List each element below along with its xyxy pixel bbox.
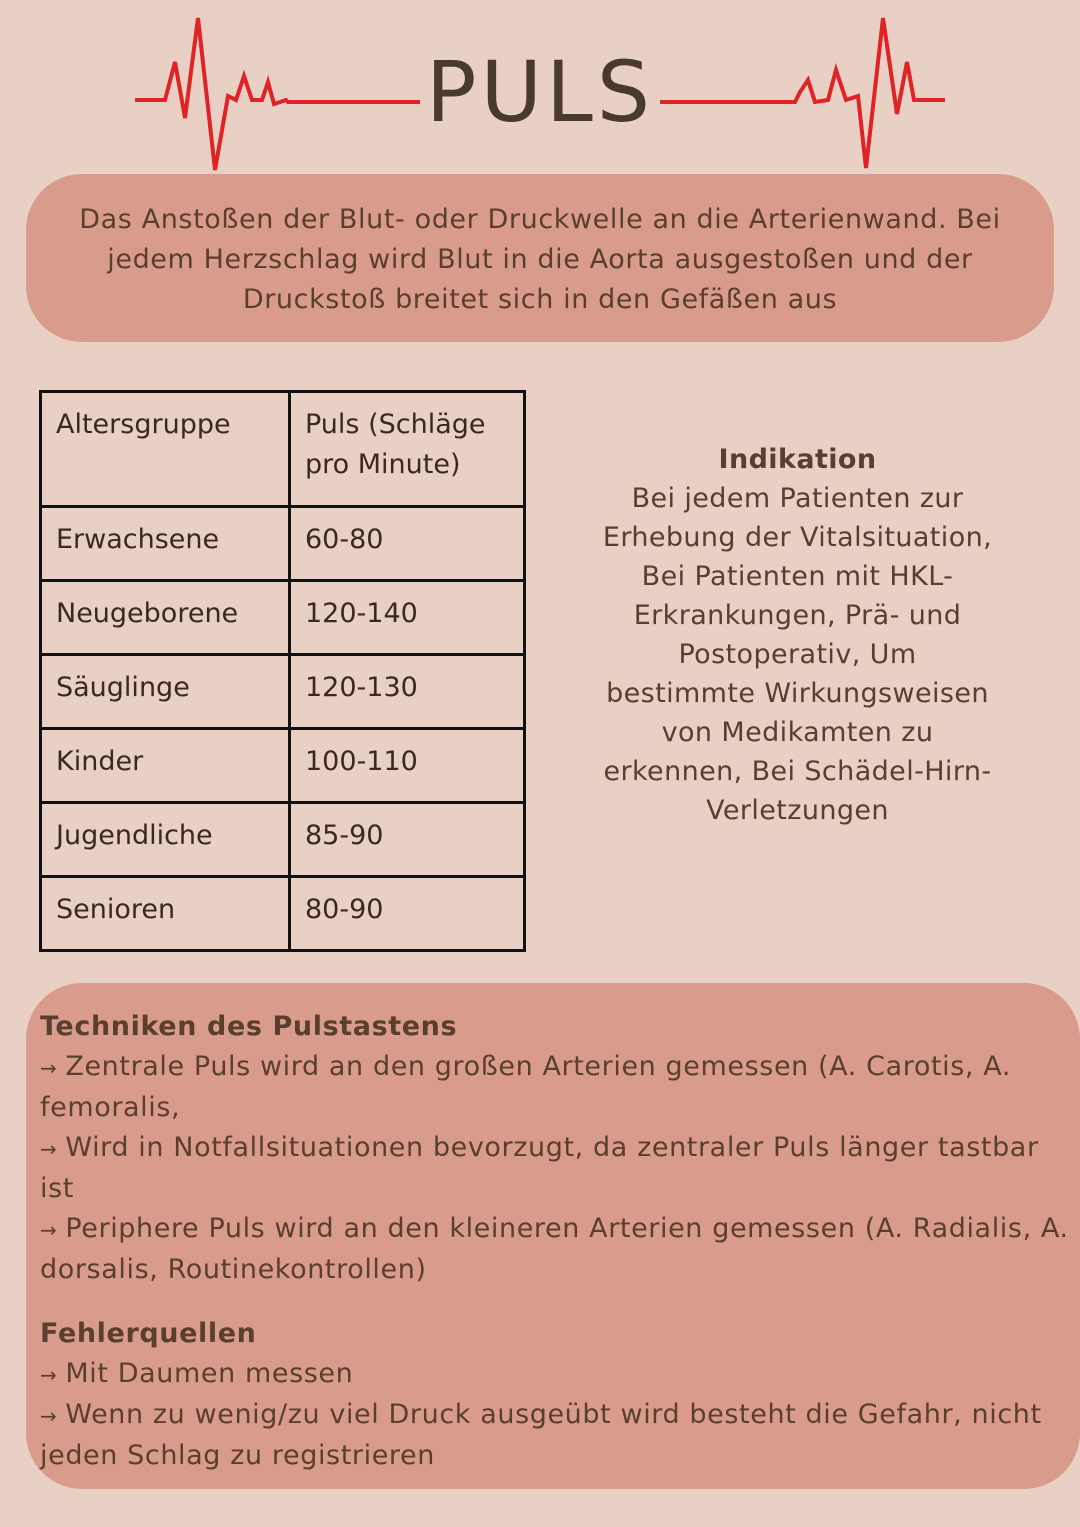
list-item: → Periphere Puls wird an den kleineren Arterien gemessen (A. Radialis, A. dorsalis, Routinekontrollen) — [40, 1209, 1080, 1290]
page-title: PULS — [0, 42, 1080, 142]
arrow-icon: → — [40, 1363, 58, 1387]
table-cell: 60-80 — [290, 507, 525, 581]
table-cell: Neugeborene — [41, 581, 290, 655]
techniken-title: Techniken des Pulstastens — [40, 1011, 458, 1042]
list-item: → Zentrale Puls wird an den großen Arterien gemessen (A. Carotis, A. femoralis, — [40, 1047, 1080, 1128]
arrow-icon: → — [40, 1056, 58, 1080]
table-header-cell: Altersgruppe — [41, 392, 290, 507]
arrow-icon: → — [40, 1218, 58, 1242]
table-cell: 120-130 — [290, 655, 525, 729]
definition-text: Das Anstoßen der Blut- oder Druckwelle an die Arterienwand. Bei jedem Herzschlag wird Blut in die Aorta ausgestoßen und der Druckstoß breitet sich in den Gefäßen aus — [79, 204, 1001, 315]
table-cell: Jugendliche — [41, 803, 290, 877]
table-row — [41, 581, 525, 655]
arrow-icon: → — [40, 1404, 58, 1428]
table-cell: 80-90 — [290, 877, 525, 951]
table-cell: Erwachsene — [41, 507, 290, 581]
indikation-text: Bei jedem Patienten zur Erhebung der Vitalsituation, Bei Patienten mit HKL-Erkrankungen, Prä- und Postoperativ, Um bestimmte Wirkungsweisen von Medikamten zu erkennen, Bei Schädel-Hirn-Verletzungen — [602, 483, 993, 826]
table-cell: 85-90 — [290, 803, 525, 877]
table-header-row — [41, 392, 525, 507]
pulse-table — [39, 390, 526, 952]
fehlerquellen-title: Fehlerquellen — [40, 1318, 257, 1349]
list-item: → Wird in Notfallsituationen bevorzugt, da zentraler Puls länger tastbar ist — [40, 1128, 1080, 1209]
table-row — [41, 803, 525, 877]
table-header-cell: Puls (Schläge pro Minute) — [290, 392, 525, 507]
table-cell: Kinder — [41, 729, 290, 803]
indikation-section — [600, 440, 995, 830]
table-cell: Säuglinge — [41, 655, 290, 729]
spacer — [40, 1290, 1080, 1314]
list-item: → Mit Daumen messen — [40, 1354, 1080, 1395]
table-row — [41, 507, 525, 581]
table-row — [41, 729, 525, 803]
table-row — [41, 655, 525, 729]
header — [0, 0, 1080, 180]
indikation-title: Indikation — [718, 444, 877, 475]
definition-box — [26, 174, 1054, 342]
table-cell: 100-110 — [290, 729, 525, 803]
techniken-box — [26, 983, 1080, 1489]
list-item: → Wenn zu wenig/zu viel Druck ausgeübt wird besteht die Gefahr, nicht jeden Schlag zu registrieren — [40, 1395, 1080, 1476]
table-cell: Senioren — [41, 877, 290, 951]
table-row — [41, 877, 525, 951]
arrow-icon: → — [40, 1137, 58, 1161]
table-cell: 120-140 — [290, 581, 525, 655]
